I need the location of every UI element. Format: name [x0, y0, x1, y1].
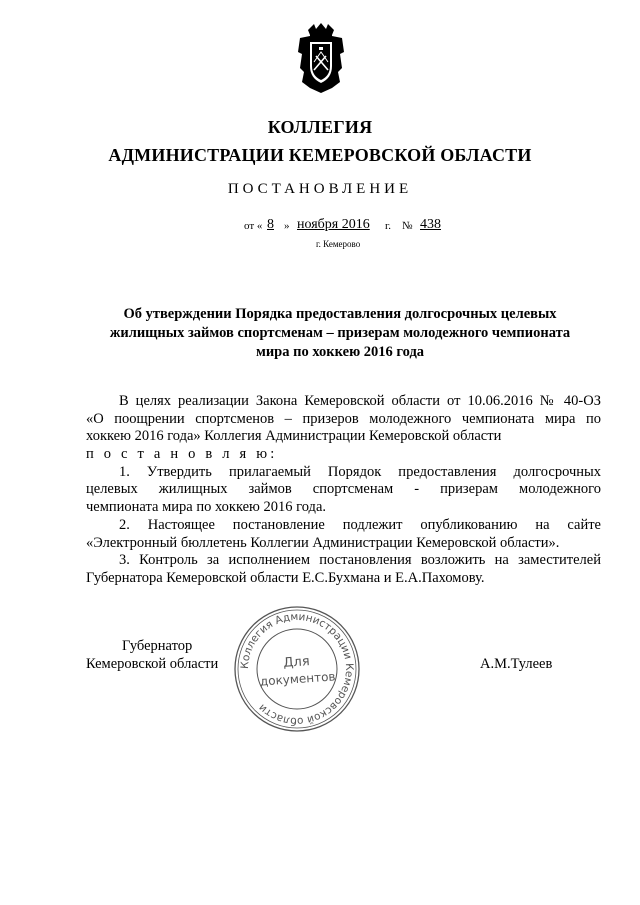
- official-seal-stamp: [231, 603, 363, 735]
- org-title-line1: КОЛЛЕГИЯ: [267, 117, 373, 137]
- signatory-title: [86, 638, 234, 673]
- number-sign: №: [402, 220, 413, 232]
- date-month-year: ноября 2016: [297, 217, 370, 232]
- body-line: целевых жилищных займов спортсменам - призерам молодежного: [86, 481, 601, 498]
- seal-center-line1: Для: [282, 654, 311, 671]
- body-line: 3. Контроль за исполнением постановления возложить на заместителей: [119, 552, 601, 569]
- subject-line: Об утверждении Порядка предоставления долгосрочных целевых: [123, 306, 557, 322]
- signatory-name: А.М.Тулеев: [480, 656, 553, 672]
- date-day: 8: [267, 217, 274, 232]
- signatory-title-line1: Губернатор: [122, 638, 193, 654]
- date-quote: »: [284, 220, 290, 232]
- seal-ring-text: Коллегия Администрации Кемеровской области: [238, 610, 356, 728]
- seal-center-line2: документов: [259, 669, 336, 689]
- document-type: ПОСТАНОВЛЕНИЕ: [227, 181, 413, 197]
- body-line: «О поощрении спортсменов – призеров молодежного чемпионата мира по: [86, 410, 601, 427]
- document-body: [86, 393, 601, 588]
- body-line: «Электронный бюллетень Коллегии Администрации Кемеровской области».: [86, 534, 560, 551]
- coat-of-arms-icon: [296, 22, 346, 94]
- subject-line: жилищных займов спортсменам – призерам молодежного чемпионата: [109, 325, 571, 341]
- issue-place: г. Кемерово: [316, 239, 361, 249]
- document-subject: [80, 305, 600, 362]
- body-line: хоккею 2016 года» Коллегия Администрации Кемеровской области: [86, 428, 502, 445]
- date-year-suffix: г.: [385, 220, 392, 232]
- date-prefix: от «: [244, 220, 263, 232]
- body-line: Губернатора Кемеровской области Е.С.Бухмана и Е.А.Пахомову.: [86, 569, 485, 586]
- body-line: п о с т а н о в л я ю:: [86, 446, 278, 463]
- signatory-title-line2: Кемеровской области: [86, 655, 219, 672]
- body-line: В целях реализации Закона Кемеровской области от 10.06.2016 № 40-ОЗ: [119, 393, 601, 409]
- subject-line: мира по хоккею 2016 года: [255, 344, 425, 360]
- body-line: 1. Утвердить прилагаемый Порядок предоставления долгосрочных: [119, 463, 601, 480]
- org-title-line2: АДМИНИСТРАЦИИ КЕМЕРОВСКОЙ ОБЛАСТИ: [108, 145, 532, 165]
- document-number: 438: [420, 217, 441, 232]
- body-line: 2. Настоящее постановление подлежит опубликованию на сайте: [119, 516, 601, 533]
- body-line: чемпионата мира по хоккею 2016 года.: [86, 499, 327, 516]
